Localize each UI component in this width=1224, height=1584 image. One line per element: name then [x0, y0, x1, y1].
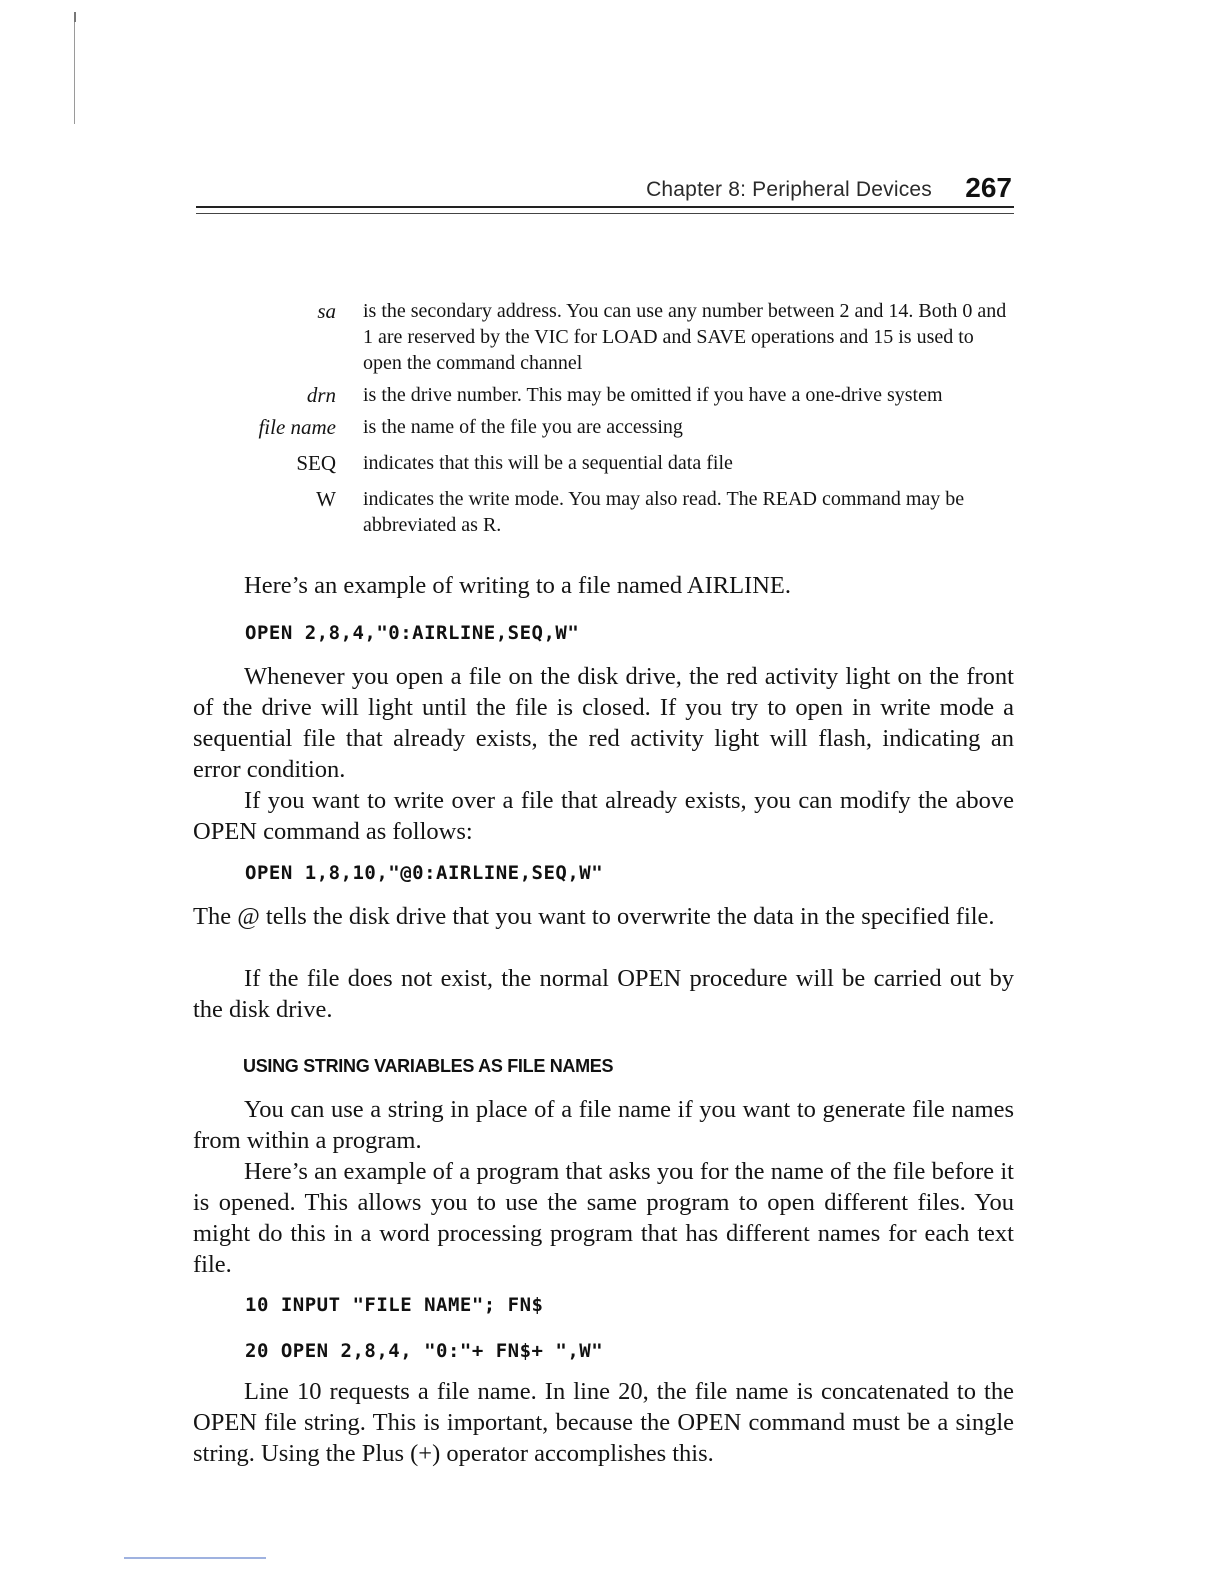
header-rule-bottom	[196, 213, 1014, 214]
definition-desc: indicates that this will be a sequential data file	[363, 452, 733, 474]
paragraph: You can use a string in place of a file name if you want to generate file names from within a program.	[193, 1096, 1014, 1154]
scan-edge-mark	[74, 12, 76, 22]
parameter-definitions	[196, 298, 1016, 544]
definition-desc: is the name of the file you are accessing	[363, 416, 683, 438]
header-rule-top	[196, 206, 1014, 208]
definition-item	[196, 486, 1016, 538]
paragraph: If the file does not exist, the normal OPEN procedure will be carried out by the disk drive.	[193, 965, 1014, 1023]
definition-term: W	[316, 487, 336, 511]
chapter-title: Chapter 8: Peripheral Devices	[646, 178, 932, 201]
definition-item	[196, 414, 1016, 440]
definition-term: SEQ	[296, 451, 336, 475]
definition-item	[196, 298, 1016, 376]
code-line: 20 OPEN 2,8,4, "0:"+ FN$+ ",W"	[245, 1340, 604, 1362]
code-line: OPEN 1,8,10,"@0:AIRLINE,SEQ,W"	[245, 862, 604, 884]
definition-term: file name	[258, 415, 336, 439]
paragraph: The @ tells the disk drive that you want to overwrite the data in the specified file.	[193, 903, 995, 930]
paragraph: Line 10 requests a file name. In line 20, the file name is concatenated to the OPEN file string. This is important, because the OPEN command must be a single string. Using the Plus (+) operator accomplishes this.	[193, 1378, 1014, 1467]
definition-item	[196, 450, 1016, 476]
paragraph: Here’s an example of a program that asks you for the name of the file before it is opened. This allows you to use the same program to open different files. You might do this in a word processing program that has different names for each text file.	[193, 1158, 1014, 1278]
definition-desc: is the secondary address. You can use any number between 2 and 14. Both 0 and 1 are reserved by the VIC for LOAD and SAVE operations and 15 is used to open the command channel	[363, 300, 1007, 374]
definition-term: drn	[306, 383, 336, 407]
page-number: 267	[965, 172, 1012, 203]
code-line: OPEN 2,8,4,"0:AIRLINE,SEQ,W"	[245, 622, 580, 644]
paragraph: If you want to write over a file that already exists, you can modify the above OPEN command as follows:	[193, 787, 1014, 845]
definition-desc: is the drive number. This may be omitted if you have a one-drive system	[363, 384, 943, 406]
paragraph: Whenever you open a file on the disk drive, the red activity light on the front of the drive will light until the file is closed. If you try to open in write mode a sequential file that already exists, the red activity light will flash, indicating an error condition.	[193, 663, 1014, 783]
paragraph: Here’s an example of writing to a file named AIRLINE.	[244, 572, 791, 599]
scan-bottom-mark	[124, 1557, 266, 1559]
code-line: 10 INPUT "FILE NAME"; FN$	[245, 1294, 544, 1316]
scan-edge-line	[74, 12, 75, 124]
definition-desc: indicates the write mode. You may also read. The READ command may be abbreviated as R.	[363, 488, 965, 536]
definition-term: sa	[317, 299, 336, 323]
definition-item	[196, 382, 1016, 408]
section-heading: USING STRING VARIABLES AS FILE NAMES	[243, 1056, 614, 1076]
